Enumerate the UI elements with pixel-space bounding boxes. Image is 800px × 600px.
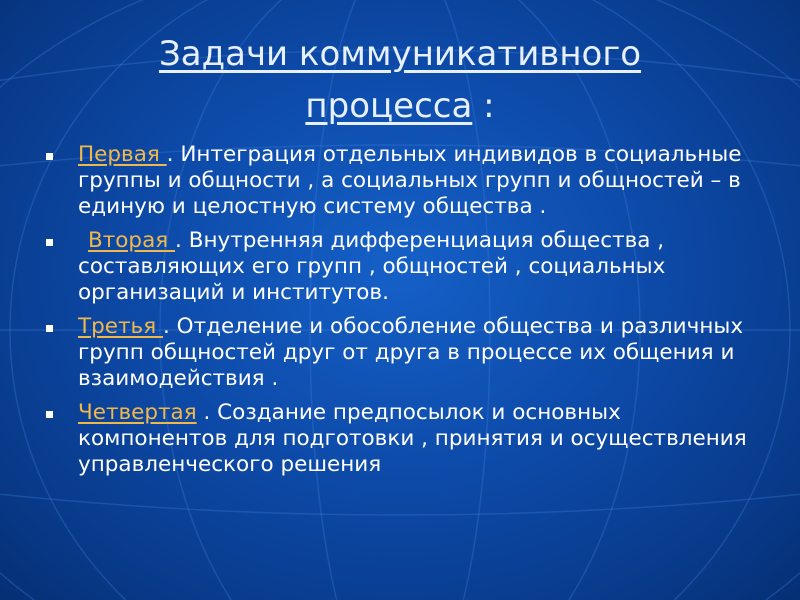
item-lead: Четвертая bbox=[78, 400, 197, 425]
title-line-1: Задачи коммуникативного bbox=[158, 34, 642, 74]
item-text: . Создание предпосылок и основных компонентов для подготовки , принятия и осуществления управленческого решения bbox=[78, 400, 747, 477]
bullet-icon bbox=[46, 239, 53, 246]
item-text: . Интеграция отдельных индивидов в социальные группы и общности , а социальных групп и общностей – в единую и целостную систему общества . bbox=[78, 142, 742, 219]
list-item bbox=[46, 314, 766, 392]
bullet-icon bbox=[46, 153, 53, 160]
slide-title bbox=[0, 28, 800, 132]
item-text: . Внутренняя дифференциация общества , составляющих его групп , общностей , социальных организаций и институтов. bbox=[78, 228, 666, 305]
item-lead: Вторая bbox=[88, 228, 176, 253]
task-list bbox=[46, 142, 766, 486]
title-suffix: : bbox=[472, 86, 495, 126]
bullet-icon bbox=[46, 325, 53, 332]
item-lead: Первая bbox=[78, 142, 167, 167]
item-lead: Третья bbox=[78, 314, 163, 339]
list-item bbox=[46, 400, 766, 478]
title-line-2: процесса bbox=[305, 86, 473, 126]
list-item bbox=[46, 228, 766, 306]
bullet-icon bbox=[46, 411, 53, 418]
item-text: . Отделение и обособление общества и различных групп общностей друг от друга в процессе их общения и взаимодействия . bbox=[78, 314, 744, 391]
list-item bbox=[46, 142, 766, 220]
